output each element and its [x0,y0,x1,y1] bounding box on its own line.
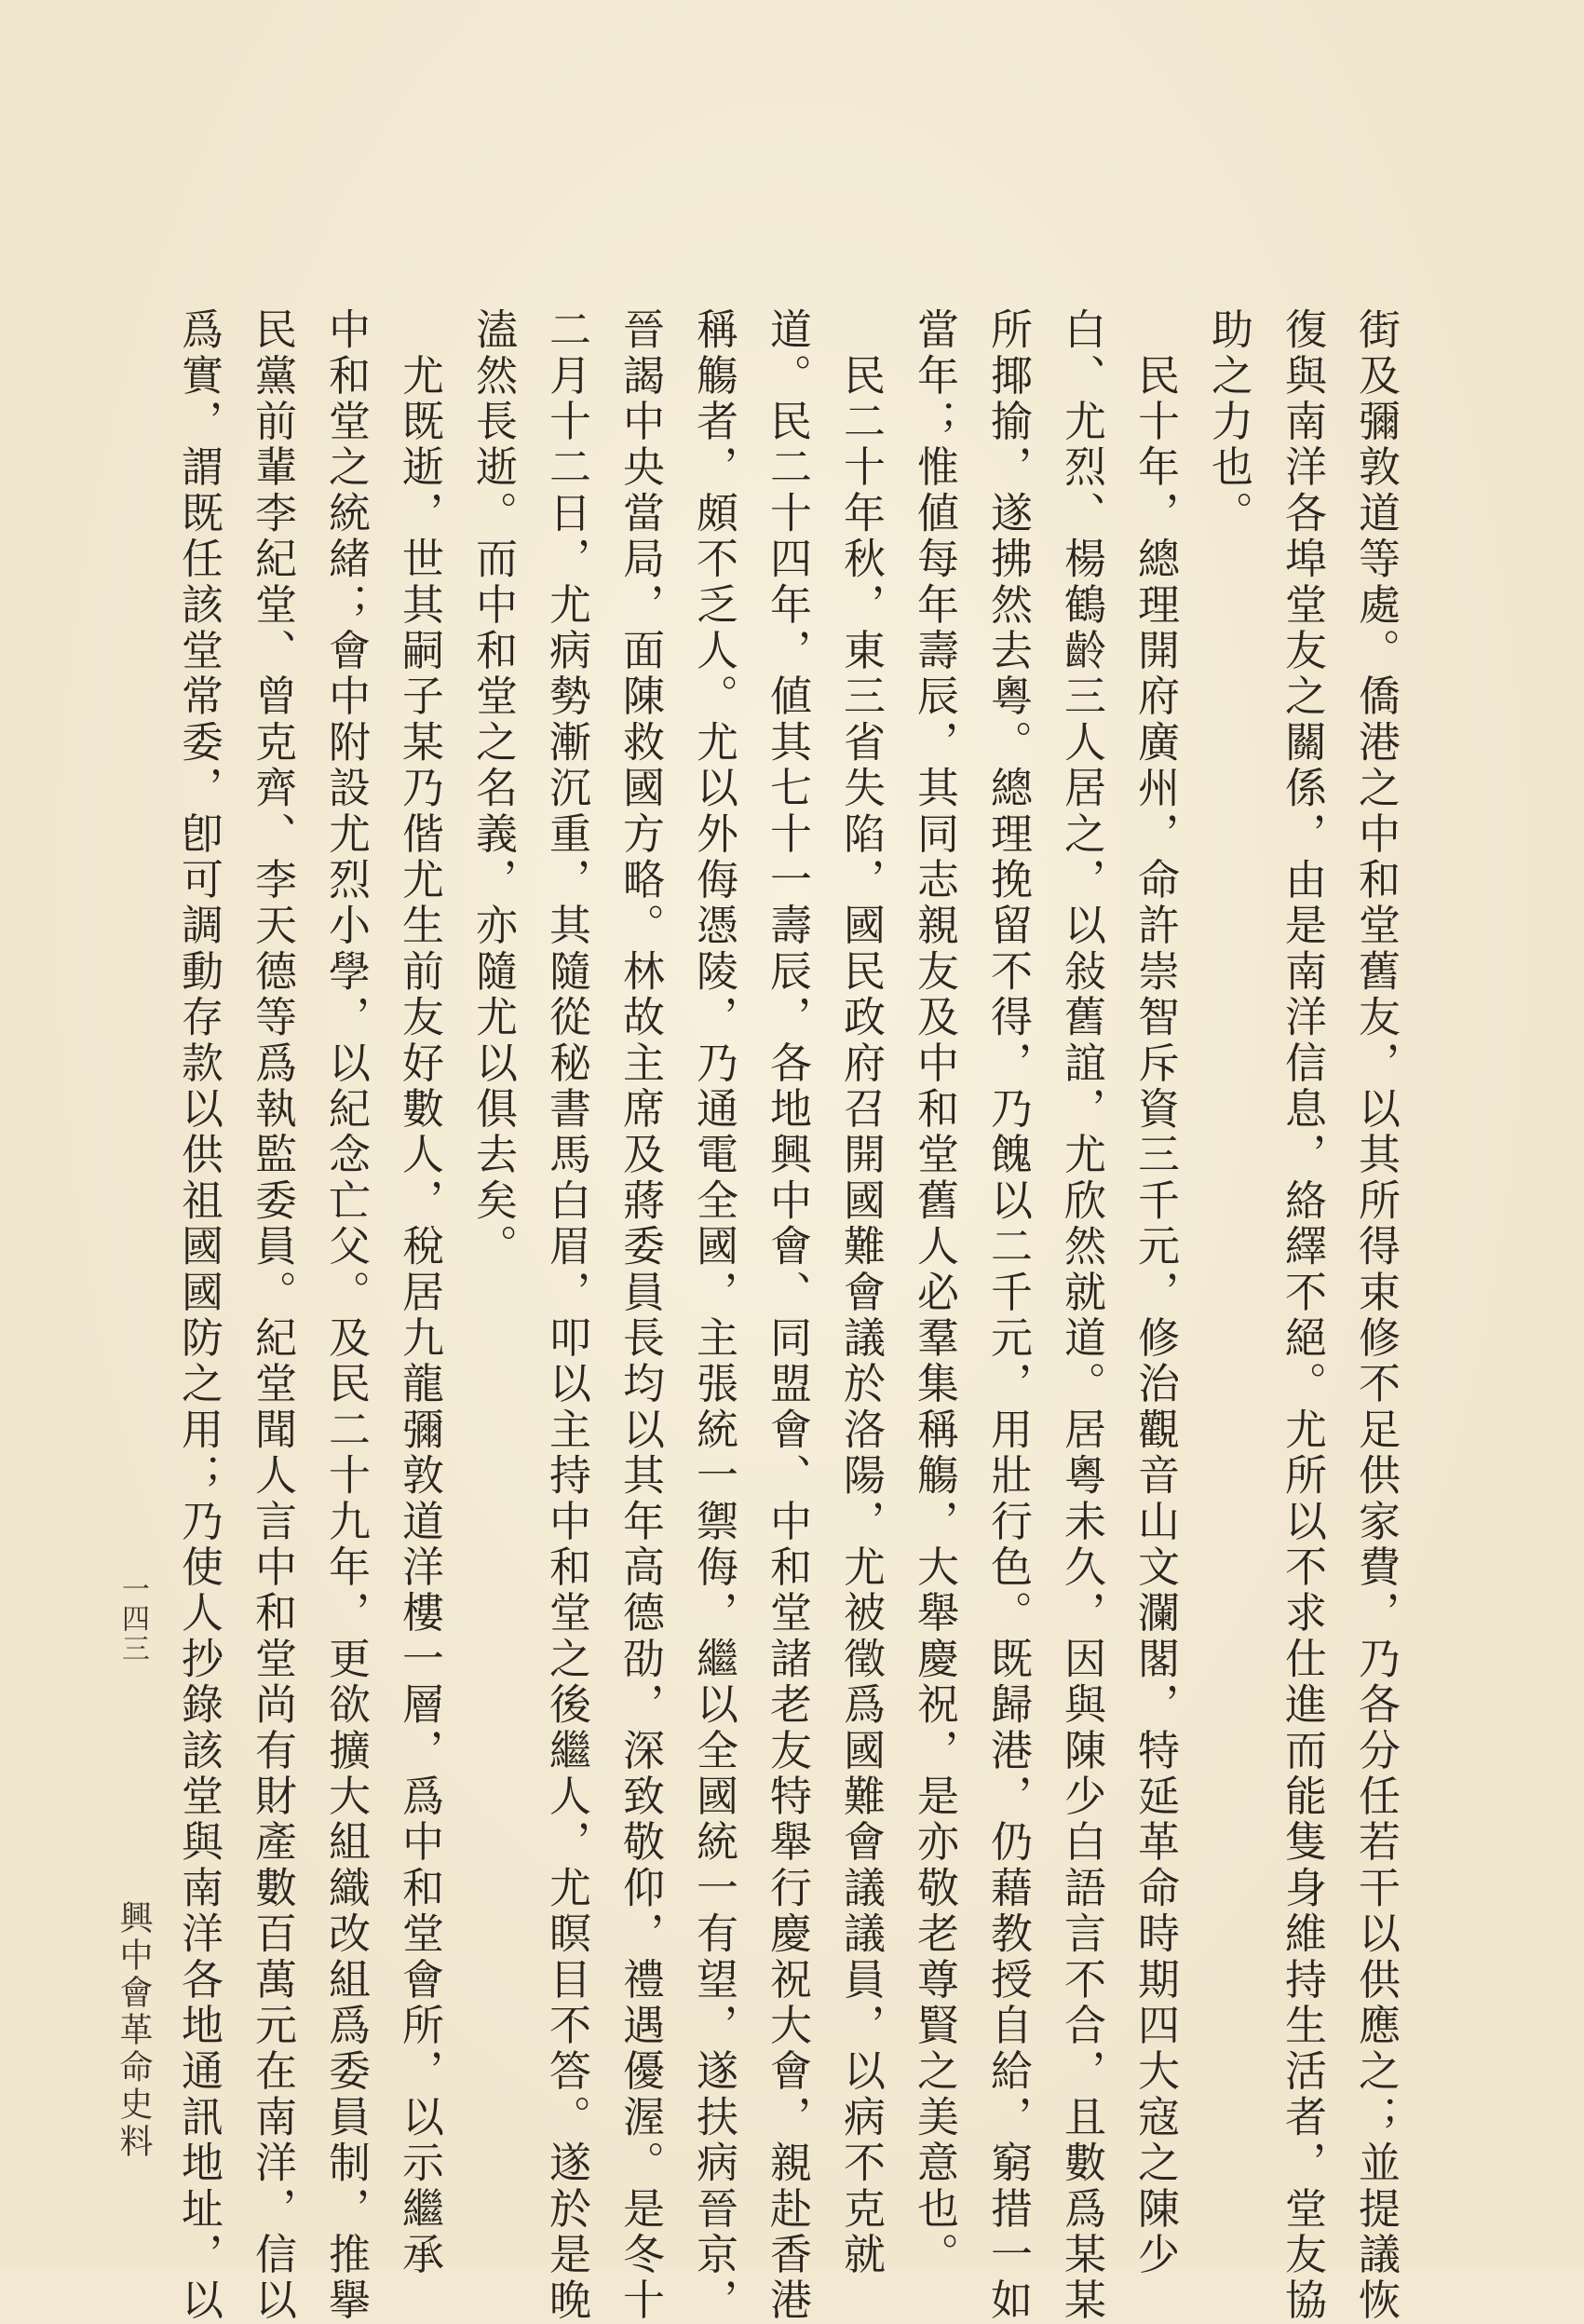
text-column-15: 中和堂之統緒；會中附設尤烈小學，以紀念亡父。及民二十九年，更欲擴大組織改組爲委員制，推擧 [321,307,371,2324]
text-column-14: 尤既逝，世其嗣子某乃偕尤生前友好數人，稅居九龍彌敦道洋樓一層，爲中和堂會所，以示繼承 [395,307,444,2278]
text-column-4: 民十年，總理開府廣州，命許崇智斥資三千元，修治觀音山文瀾閣，特延革命時期四大寇之陳少 [1130,307,1180,2278]
text-column-12: 二月十二日，尤病勢漸沉重，其隨從秘書馬白眉，叩以主持中和堂之後繼人，尤瞑目不答。遂於是晚 [542,307,591,2324]
text-column-5: 白、尤烈、楊鶴齡三人居之，以敍舊誼，尤欣然就道。居粵未久，因與陳少白語言不合，且數爲某某 [1057,307,1106,2324]
text-column-10: 稱觴者，頗不乏人。尤以外侮憑陵，乃通電全國，主張統一禦侮，繼以全國統一有望，遂扶病晉京， [689,307,738,2324]
text-column-7: 當年；惟値每年壽辰，其同志親友及中和堂舊人必羣集稱觴，大舉慶祝，是亦敬老尊賢之美意也。 [910,307,959,2278]
text-column-13: 溘然長逝。而中和堂之名義，亦隨尤以俱去矣。 [468,307,518,1271]
text-column-8: 民二十年秋，東三省失陷，國民政府召開國難會議於洛陽，尤被徵爲國難會議議員，以病不克就 [836,307,886,2278]
text-column-6: 所揶揄，遂拂然去粵。總理挽留不得，乃餽以二千元，用壯行色。既歸港，仍藉教授自給，窮措一如 [983,307,1033,2324]
text-column-2: 復與南洋各埠堂友之關係，由是南洋信息，絡繹不絕。尤所以不求仕進而能隻身維持生活者，堂友協 [1278,307,1327,2324]
running-title: 興中會革命史料 [115,1900,153,2161]
text-column-11: 晉謁中央當局，面陳救國方略。林故主席及蔣委員長均以其年高德劭，深致敬仰，禮遇優渥。是冬十 [616,307,665,2324]
text-column-9: 道。民二十四年，値其七十一壽辰，各地興中會、同盟會、中和堂諸老友特舉行慶祝大會，親赴香港 [763,307,812,2324]
text-column-17: 爲實，謂既任該堂常委，卽可調動存款以供祖國國防之用；乃使人抄錄該堂與南洋各地通訊地址，以 [174,307,223,2324]
text-column-3: 助之力也。 [1204,307,1253,537]
text-column-1: 街及彌敦道等處。僑港之中和堂舊友，以其所得束修不足供家費，乃各分任若干以供應之；並提議恢 [1351,307,1401,2324]
page-number: 一四三 [116,1574,149,1664]
text-column-16: 民黨前輩李紀堂、曾克齊、李天德等爲執監委員。紀堂聞人言中和堂尚有財產數百萬元在南洋，信以 [248,307,297,2324]
